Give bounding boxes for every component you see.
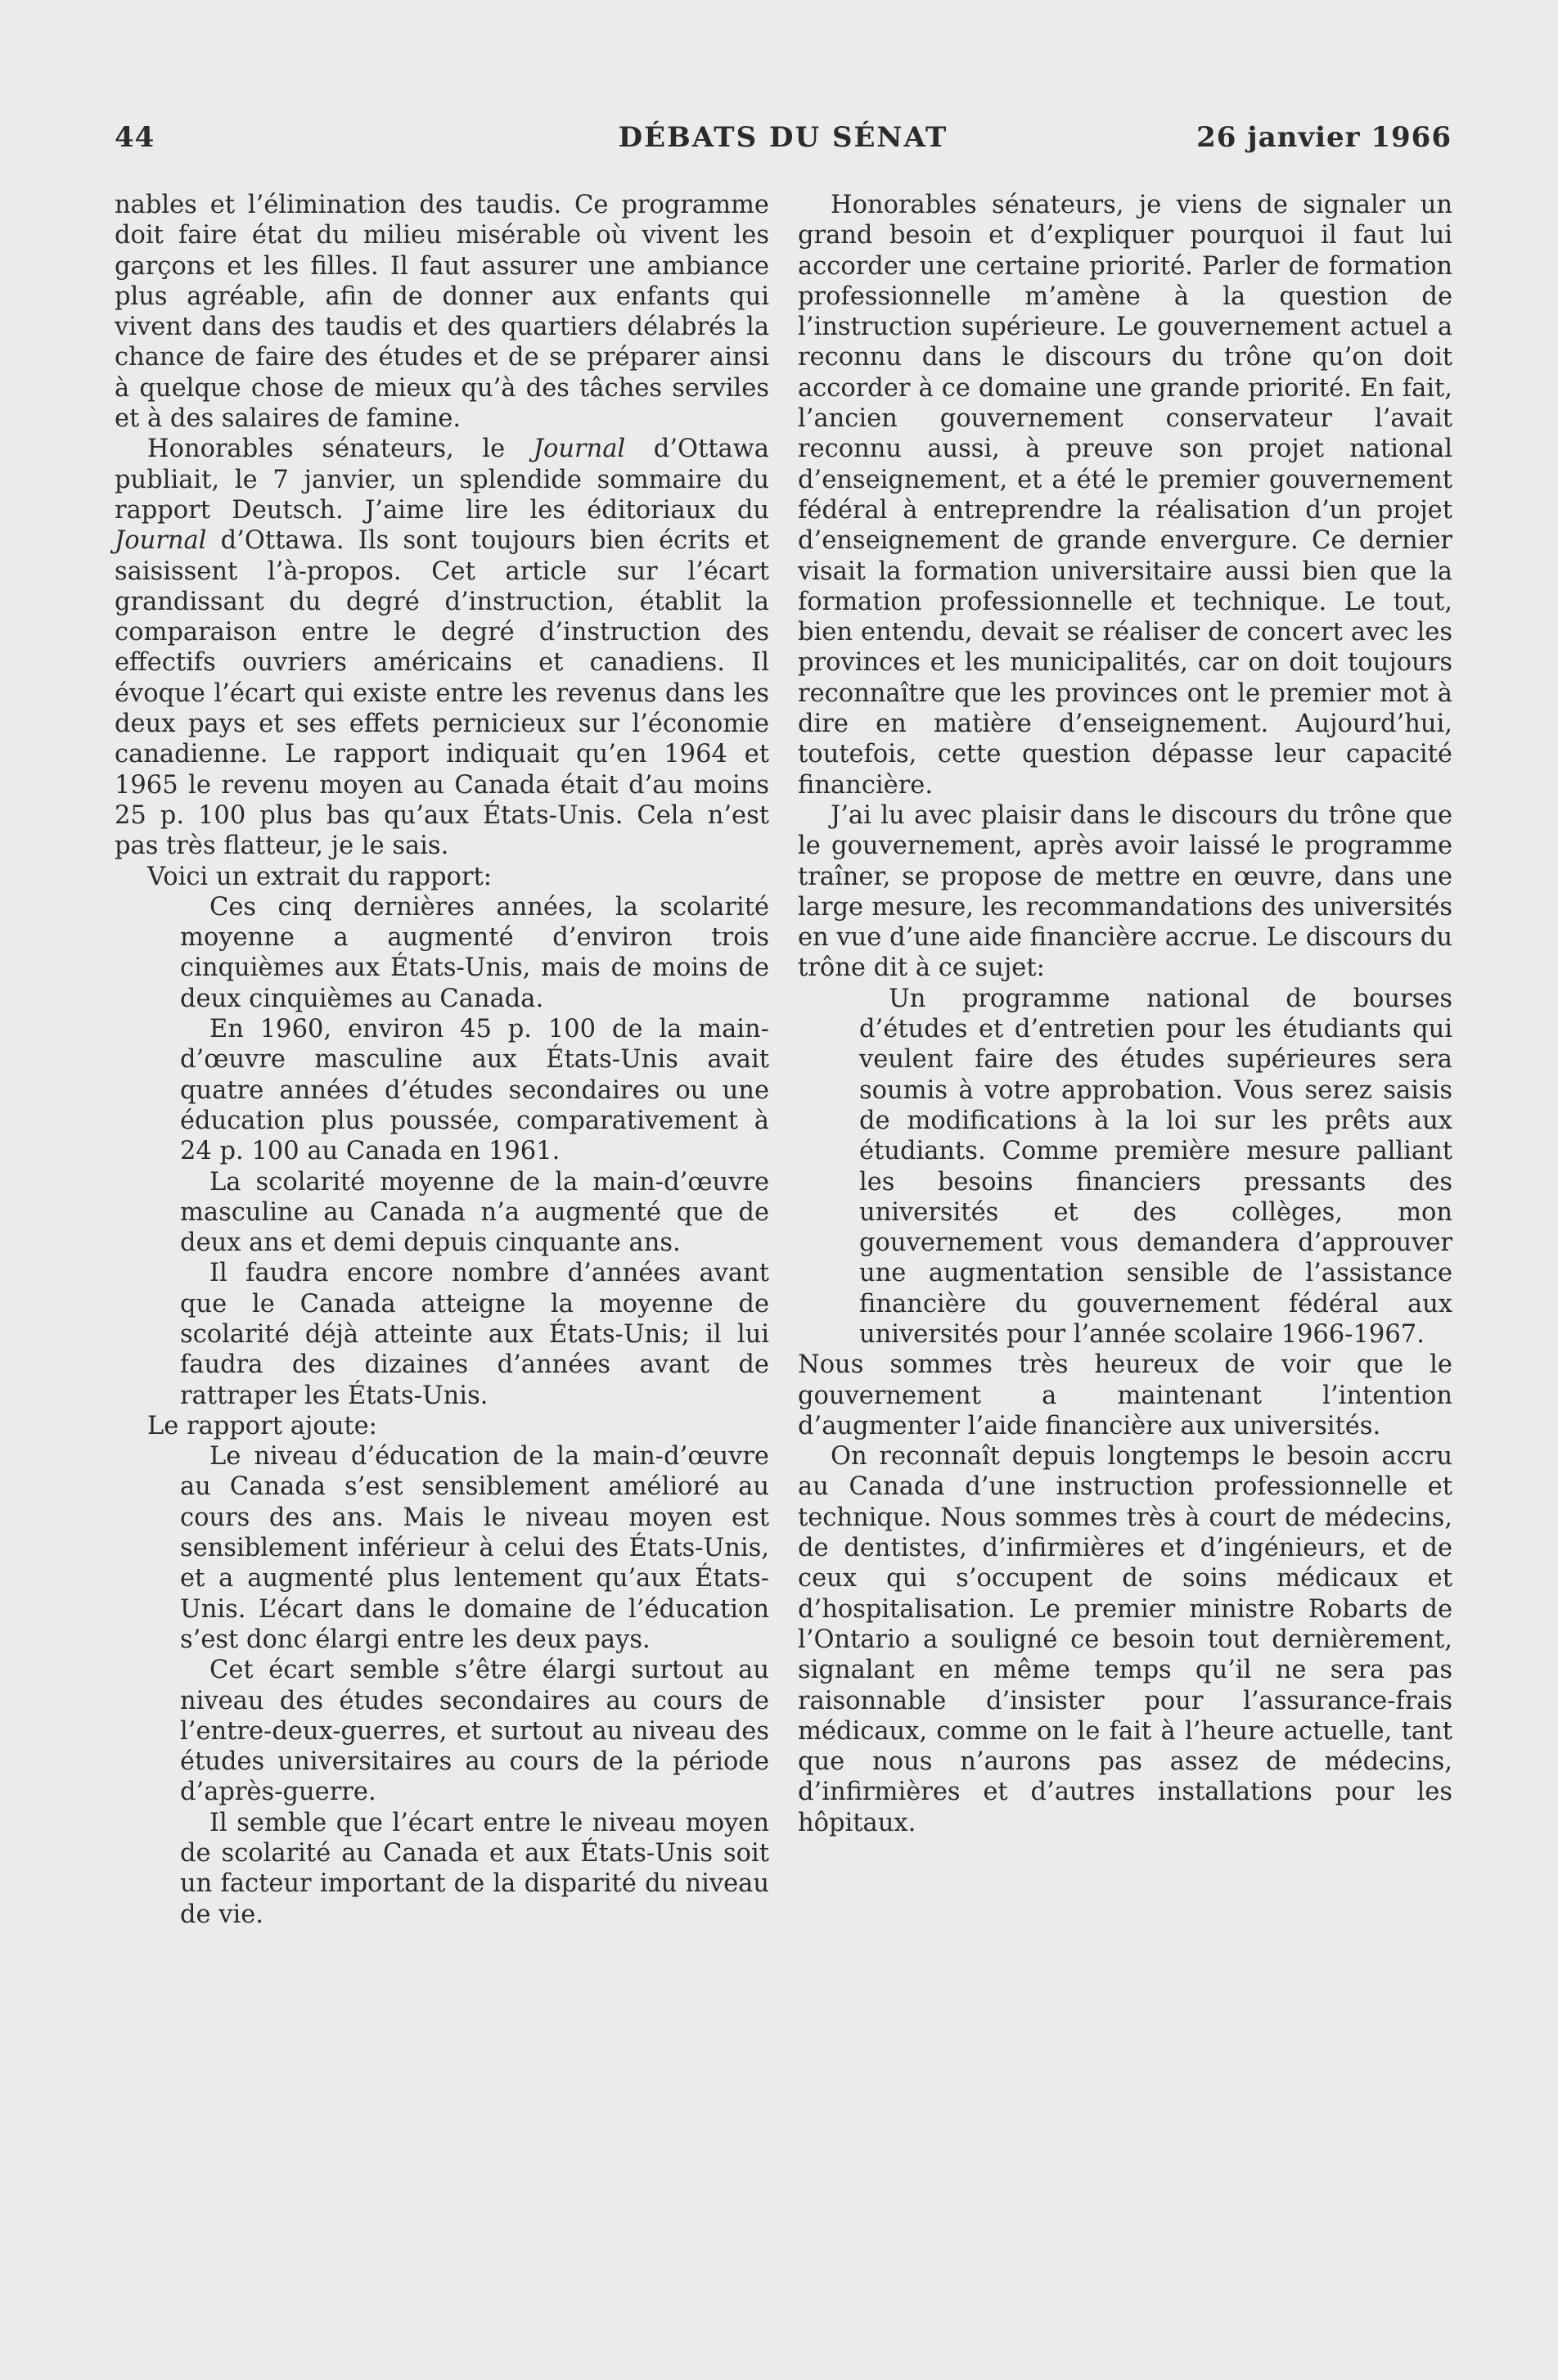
- quote-paragraph: Ces cinq dernières années, la scolarité moyenne a augmenté d’environ trois cinquièmes aux États-Unis, mais de moins de deux cinquièmes au Canada.: [180, 892, 769, 1013]
- quote-paragraph: En 1960, environ 45 p. 100 de la main-d’œuvre masculine aux États-Unis avait quatre années d’études secondaires ou une éducation plus poussée, comparativement à 24 p. 100 au Canada en 1961.: [180, 1015, 769, 1166]
- text-run: d’Ottawa. Ils sont toujours bien écrits et saisissent l’à-propos. Cet article sur l’écart grandissant du degré d’instruction, établit la comparaison entre le degré d’instruction des effectifs ouvriers américains et canadiens. Il évoque l’écart qui existe entre les revenus dans les deux pays et ses effets pernicieux sur l’économie canadienne. Le rapport indiquait qu’en 1964 et 1965 le revenu moyen au Canada était d’au moins 25 p. 100 plus bas qu’aux États-Unis. Cela n’est pas très flatteur, je le sais.: [115, 526, 769, 861]
- left-column: [115, 190, 769, 1930]
- paragraph: Voici un extrait du rapport:: [147, 862, 492, 891]
- quote-paragraph: Cet écart semble s’être élargi surtout au niveau des études secondaires au cours de l’entre-deux-guerres, et surtout au niveau des études universitaires au cours de la période d’après-guerre.: [180, 1656, 769, 1807]
- quote-paragraph: La scolarité moyenne de la main-d’œuvre masculine au Canada n’a augmenté que de deux ans et demi depuis cinquante ans.: [180, 1167, 769, 1258]
- quote-paragraph: Il semble que l’écart entre le niveau moyen de scolarité au Canada et aux États-Unis soit un facteur important de la disparité du niveau de vie.: [180, 1808, 769, 1929]
- block-quote: [180, 892, 769, 1411]
- paragraph: [115, 434, 769, 861]
- right-column: [798, 190, 1452, 1838]
- text-run: d’Ottawa publiait, le 7 janvier, un splendide sommaire du rapport Deutsch. J’aime lire les éditoriaux du: [115, 435, 769, 525]
- issue-date: 26 janvier 1966: [1196, 121, 1452, 154]
- quote-paragraph: Un programme national de bourses d’études et d’entretien pour les étudiants qui veulent faire des études supérieures sera soumis à votre approbation. Vous serez saisis de modifications à la loi sur les prêts aux étudiants. Comme première mesure palliant les besoins financiers pressants des universités et des collèges, mon gouvernement vous demandera d’approuver une augmentation sensible de l’assistance financière du gouvernement fédéral aux universités pour l’année scolaire 1966-1967.: [859, 984, 1452, 1349]
- journal-name: Journal: [533, 435, 626, 464]
- quote-paragraph: Il faudra encore nombre d’années avant que le Canada atteigne la moyenne de scolarité déjà atteinte aux États-Unis; il lui faudra des dizaines d’années avant de rattraper les États-Unis.: [180, 1259, 769, 1410]
- paragraph: Nous sommes très heureux de voir que le gouvernement a maintenant l’intention d’augmenter l’aide financière aux universités.: [798, 1350, 1452, 1440]
- page-header: [115, 121, 1452, 167]
- paragraph: J’ai lu avec plaisir dans le discours du trône que le gouvernement, après avoir laissé le programme traîner, se propose de mettre en œuvre, dans une large mesure, les recommandations des universités en vue d’une aide financière accrue. Le discours du trône dit à ce sujet:: [798, 800, 1452, 983]
- paragraph: Honorables sénateurs, je viens de signaler un grand besoin et d’expliquer pourquoi il faut lui accorder une certaine priorité. Parler de formation professionnelle m’amène à la question de l’instruction supérieure. Le gouvernement actuel a reconnu dans le discours du trône qu’on doit accorder à ce domaine une grande priorité. En fait, l’ancien gouvernement conservateur l’avait reconnu aussi, à preuve son projet national d’enseignement, et a été le premier gouvernement fédéral à entreprendre la réalisation d’un projet d’enseignement de grande envergure. Ce dernier visait la formation universitaire aussi bien que la formation professionnelle et technique. Le tout, bien entendu, devait se réaliser de concert avec les provinces et les municipalités, car on doit toujours reconnaître que les provinces ont le premier mot à dire en matière d’enseignement. Aujourd’hui, toutefois, cette question dépasse leur capacité financière.: [798, 191, 1452, 800]
- page-number: 44: [115, 121, 155, 154]
- journal-name: Journal: [115, 526, 207, 556]
- paragraph: nables et l’élimination des taudis. Ce programme doit faire état du milieu misérable où vivent les garçons et les filles. Il faut assurer une ambiance plus agréable, afin de donner aux enfants qui vivent dans des taudis et des quartiers délabrés la chance de faire des études et de se préparer ainsi à quelque chose de mieux qu’à des tâches serviles et à des salaires de famine.: [115, 191, 769, 434]
- block-quote: [180, 1441, 769, 1930]
- paragraph: On reconnaît depuis longtemps le besoin accru au Canada d’une instruction professionnelle et technique. Nous sommes très à court de médecins, de dentistes, d’infirmières et d’ingénieurs, et de ceux qui s’occupent de soins médicaux et d’hospitalisation. Le premier ministre Robarts de l’Ontario a souligné ce besoin tout dernièrement, signalant en même temps qu’il ne sera pas raisonnable d’insister pour l’assurance-frais médicaux, comme on le fait à l’heure actuelle, tant que nous n’aurons pas assez de médecins, d’infirmières et d’autres installations pour les hôpitaux.: [798, 1442, 1452, 1837]
- paragraph: Le rapport ajoute:: [147, 1411, 377, 1440]
- text-run: Honorables sénateurs, le: [147, 435, 534, 464]
- publication-title: DÉBATS DU SÉNAT: [618, 121, 948, 154]
- block-quote: [859, 984, 1452, 1350]
- quote-paragraph: Le niveau d’éducation de la main-d’œuvre au Canada s’est sensiblement amélioré au cours des ans. Mais le niveau moyen est sensiblement inférieur à celui des États-Unis, et a augmenté plus lentement qu’aux États-Unis. L’écart dans le domaine de l’éducation s’est donc élargi entre les deux pays.: [180, 1442, 769, 1654]
